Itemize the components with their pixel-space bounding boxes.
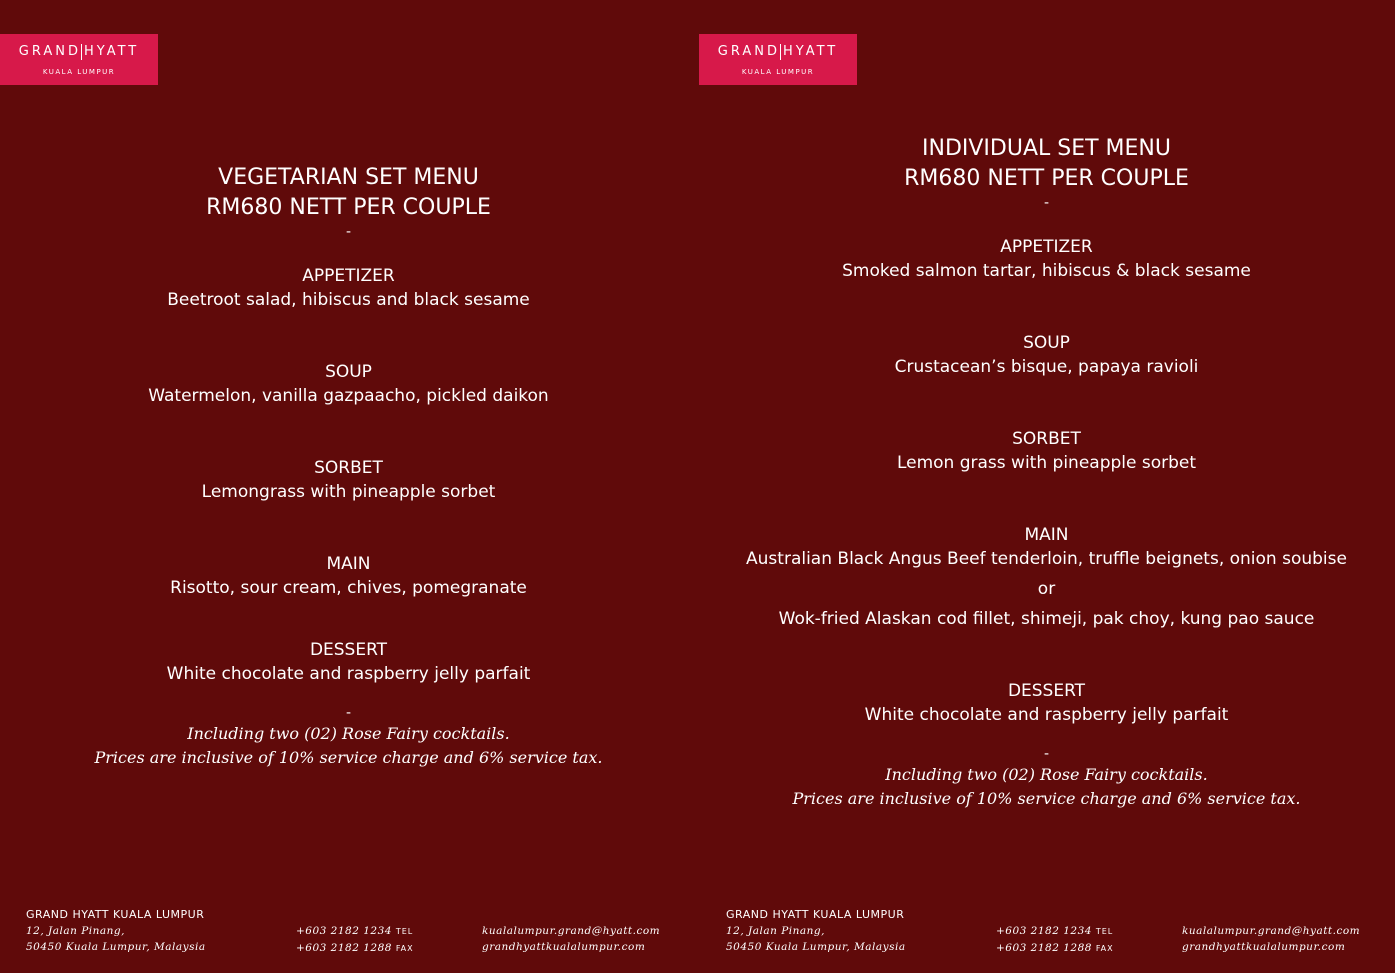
course-soup xyxy=(0,360,697,408)
course-dish: Risotto, sour cream, chives, pomegranate xyxy=(170,578,527,598)
address-line-2: 50450 Kuala Lumpur, Malaysia xyxy=(26,941,206,953)
vegetarian-menu-panel xyxy=(0,0,697,973)
footer-contacts xyxy=(1182,923,1360,955)
main-or-separator: or xyxy=(1037,579,1056,599)
course-sorbet xyxy=(0,456,697,504)
tel-number: +603 2182 1234 xyxy=(996,925,1092,937)
hotel-name: GRAND HYATT KUALA LUMPUR xyxy=(26,908,205,921)
course-dish: Lemongrass with pineapple sorbet xyxy=(201,482,496,502)
course-dish: Watermelon, vanilla gazpaacho, pickled daikon xyxy=(148,386,549,406)
hotel-name: GRAND HYATT KUALA LUMPUR xyxy=(726,908,905,921)
address-line-2: 50450 Kuala Lumpur, Malaysia xyxy=(726,941,906,953)
address-line-1: 12, Jalan Pinang, xyxy=(26,925,125,937)
footer-phones xyxy=(996,923,1114,957)
fax-label: FAX xyxy=(1095,944,1114,953)
fax-line xyxy=(996,940,1114,957)
footer xyxy=(698,907,1395,967)
email-link[interactable]: kualalumpur.grand@hyatt.com xyxy=(1182,925,1361,937)
course-sorbet xyxy=(698,427,1395,475)
course-appetizer xyxy=(0,264,697,312)
footer-address xyxy=(726,907,906,955)
individual-menu-panel xyxy=(698,0,1395,973)
course-name: DESSERT xyxy=(309,640,388,660)
address-line-1: 12, Jalan Pinang, xyxy=(726,925,825,937)
course-dish: Smoked salmon tartar, hibiscus & black sesame xyxy=(842,261,1251,281)
logo-divider xyxy=(81,44,82,60)
course-main xyxy=(698,523,1395,631)
menu-title: INDIVIDUAL SET MENU xyxy=(922,136,1171,161)
tel-number: +603 2182 1234 xyxy=(296,925,392,937)
menu-price: RM680 NETT PER COUPLE xyxy=(904,166,1189,191)
course-name: MAIN xyxy=(326,554,371,574)
logo-word-hyatt: HYATT xyxy=(782,44,839,59)
course-name: APPETIZER xyxy=(1000,237,1093,257)
course-appetizer xyxy=(698,235,1395,283)
menu-title: VEGETARIAN SET MENU xyxy=(218,165,479,190)
fax-label: FAX xyxy=(395,944,414,953)
footer-address xyxy=(26,907,206,955)
course-name: SORBET xyxy=(314,458,383,478)
website-link[interactable]: grandhyattkualalumpur.com xyxy=(482,941,646,953)
course-dessert xyxy=(0,638,697,686)
course-name: APPETIZER xyxy=(302,266,395,286)
logo-location: KUALA LUMPUR xyxy=(42,68,116,76)
course-name: SOUP xyxy=(1023,333,1070,353)
grand-hyatt-logo xyxy=(699,34,857,85)
course-dish: Beetroot salad, hibiscus and black sesame xyxy=(167,290,530,310)
email-link[interactable]: kualalumpur.grand@hyatt.com xyxy=(482,925,661,937)
tel-label: TEL xyxy=(395,927,414,936)
course-dish: Crustacean’s bisque, papaya ravioli xyxy=(894,357,1199,377)
footer xyxy=(0,907,697,967)
fax-number: +603 2182 1288 xyxy=(296,942,392,954)
course-name: SORBET xyxy=(1012,429,1081,449)
grand-hyatt-logo xyxy=(0,34,158,85)
course-soup xyxy=(698,331,1395,379)
fax-line xyxy=(296,940,414,957)
menu-content xyxy=(0,163,697,770)
notes-divider-dash: - xyxy=(345,705,352,721)
logo-word-grand: GRAND xyxy=(18,44,81,59)
footer-phones xyxy=(296,923,414,957)
website-link[interactable]: grandhyattkualalumpur.com xyxy=(1182,941,1346,953)
tel-line xyxy=(996,923,1114,940)
course-dish: Australian Black Angus Beef tenderloin, truffle beignets, onion soubise xyxy=(746,549,1347,569)
course-dish-alternative: Wok-fried Alaskan cod fillet, shimeji, pak choy, kung pao sauce xyxy=(778,609,1315,629)
fax-number: +603 2182 1288 xyxy=(996,942,1092,954)
logo-word-hyatt: HYATT xyxy=(83,44,140,59)
course-dish: White chocolate and raspberry jelly parfait xyxy=(166,664,531,684)
title-divider-dash: - xyxy=(1043,195,1050,211)
notes-divider-dash: - xyxy=(1043,746,1050,762)
course-name: DESSERT xyxy=(1007,681,1086,701)
tel-line xyxy=(296,923,414,940)
course-name: MAIN xyxy=(1024,525,1069,545)
course-dish: White chocolate and raspberry jelly parfait xyxy=(864,705,1229,725)
cocktails-note: Including two (02) Rose Fairy cocktails. xyxy=(885,765,1208,784)
footer-contacts xyxy=(482,923,660,955)
course-dish: Lemon grass with pineapple sorbet xyxy=(896,453,1197,473)
price-note: Prices are inclusive of 10% service charge and 6% service tax. xyxy=(94,748,603,767)
course-name: SOUP xyxy=(325,362,372,382)
title-divider-dash: - xyxy=(345,224,352,240)
course-main xyxy=(0,552,697,600)
logo-location: KUALA LUMPUR xyxy=(741,68,815,76)
menu-content xyxy=(698,134,1395,811)
cocktails-note: Including two (02) Rose Fairy cocktails. xyxy=(187,724,510,743)
price-note: Prices are inclusive of 10% service charge and 6% service tax. xyxy=(792,789,1301,808)
logo-divider xyxy=(780,44,781,60)
tel-label: TEL xyxy=(1095,927,1114,936)
course-dessert xyxy=(698,679,1395,727)
logo-word-grand: GRAND xyxy=(717,44,780,59)
menu-price: RM680 NETT PER COUPLE xyxy=(206,195,491,220)
